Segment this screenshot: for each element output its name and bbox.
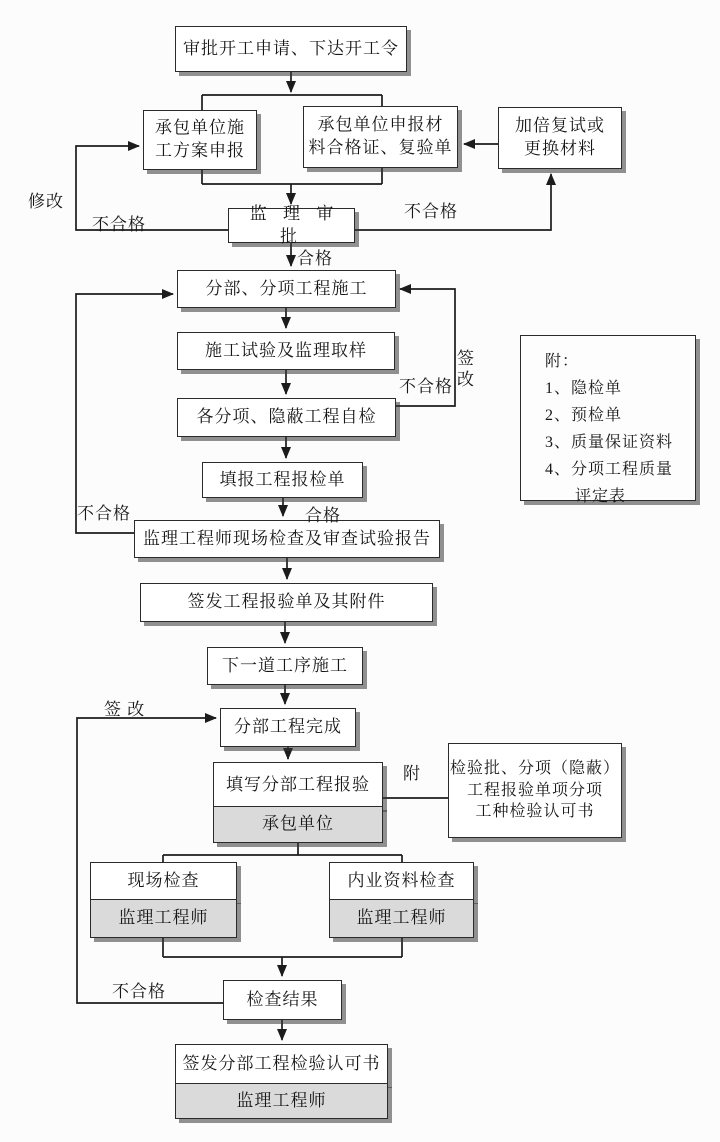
node-contractor-materials: 承包单位申报材 料合格证、复验单 xyxy=(303,106,458,168)
edge-feedback-result-unqualified xyxy=(77,718,223,1003)
node-construction-test: 施工试验及监理取样 xyxy=(177,332,395,370)
node-supervisor-approval: 监 理 审 批 xyxy=(228,208,355,243)
attachment-note-item: 2、预检单 xyxy=(545,407,623,424)
node-subitem-construction: 分部、分项工程施工 xyxy=(177,270,396,308)
node-division-complete: 分部工程完成 xyxy=(220,708,356,747)
node-approve-start xyxy=(175,26,407,72)
edge-label-attach: 附 xyxy=(403,764,421,783)
attachment-note-box xyxy=(520,335,696,505)
edge-feedback-sitecheck-unqualified xyxy=(76,294,173,533)
edge-checks-merge xyxy=(163,938,402,957)
attachment-note-item: 3、质量保证资料 xyxy=(545,434,674,451)
node-site-inspection-owner: 监理工程师 xyxy=(90,899,237,938)
node-document-inspection-owner: 监理工程师 xyxy=(329,899,474,938)
node-fill-division-form: 填写分部工程报验 xyxy=(213,762,383,808)
edge-label-unqualified-midright: 不合格 xyxy=(399,377,453,396)
attachment-note-title: 附： xyxy=(545,353,580,370)
node-attachment-doc: 检验批、分项（隐蔽） 工程报验单项分项 工种检验认可书 xyxy=(448,743,622,838)
node-document-inspection: 内业资料检查 xyxy=(329,862,474,900)
edge-label-qualified-approval: 合格 xyxy=(297,249,333,268)
edge-label-sign-change-right: 签 改 xyxy=(457,349,475,389)
attachment-note-item: 评定表 xyxy=(575,488,627,505)
node-issue-certificate: 签发分部工程检验认可书 xyxy=(175,1044,388,1084)
node-issue-certificate-owner: 监理工程师 xyxy=(175,1083,388,1119)
edge-label-unqualified-topleft: 不合格 xyxy=(92,215,146,234)
edge-label-modify: 修改 xyxy=(28,192,64,211)
edge-label-unqualified-topright: 不合格 xyxy=(404,202,458,221)
edge-label-sign-change-bottom: 签 改 xyxy=(104,700,146,719)
node-self-inspection: 各分项、隐蔽工程自检 xyxy=(177,398,396,437)
edge-contractor-split xyxy=(163,843,402,862)
node-check-result: 检查结果 xyxy=(223,980,342,1020)
attachment-note-item: 1、隐检单 xyxy=(545,380,623,397)
edge-label-unqualified-bottom: 不合格 xyxy=(112,982,166,1001)
node-retest: 加倍复试或 更换材料 xyxy=(498,107,622,169)
node-contractor-plan: 承包单位施 工方案申报 xyxy=(143,110,257,170)
node-site-inspection: 现场检查 xyxy=(90,862,237,900)
edge-label-qualified-form: 合格 xyxy=(305,506,341,525)
node-approve-start-label: 审批开工申请、下达开工令 xyxy=(183,38,399,58)
node-fill-inspection-form: 填报工程报检单 xyxy=(202,462,363,498)
node-issue-inspection-form: 签发工程报验单及其附件 xyxy=(140,583,433,622)
node-site-check-report: 监理工程师现场检查及审查试验报告 xyxy=(134,520,440,558)
node-fill-division-form-owner: 承包单位 xyxy=(213,806,383,843)
edge-label-unqualified-left: 不合格 xyxy=(77,504,131,523)
attachment-note-item: 4、分项工程质量 xyxy=(545,461,674,478)
node-next-process: 下一道工序施工 xyxy=(207,647,363,685)
